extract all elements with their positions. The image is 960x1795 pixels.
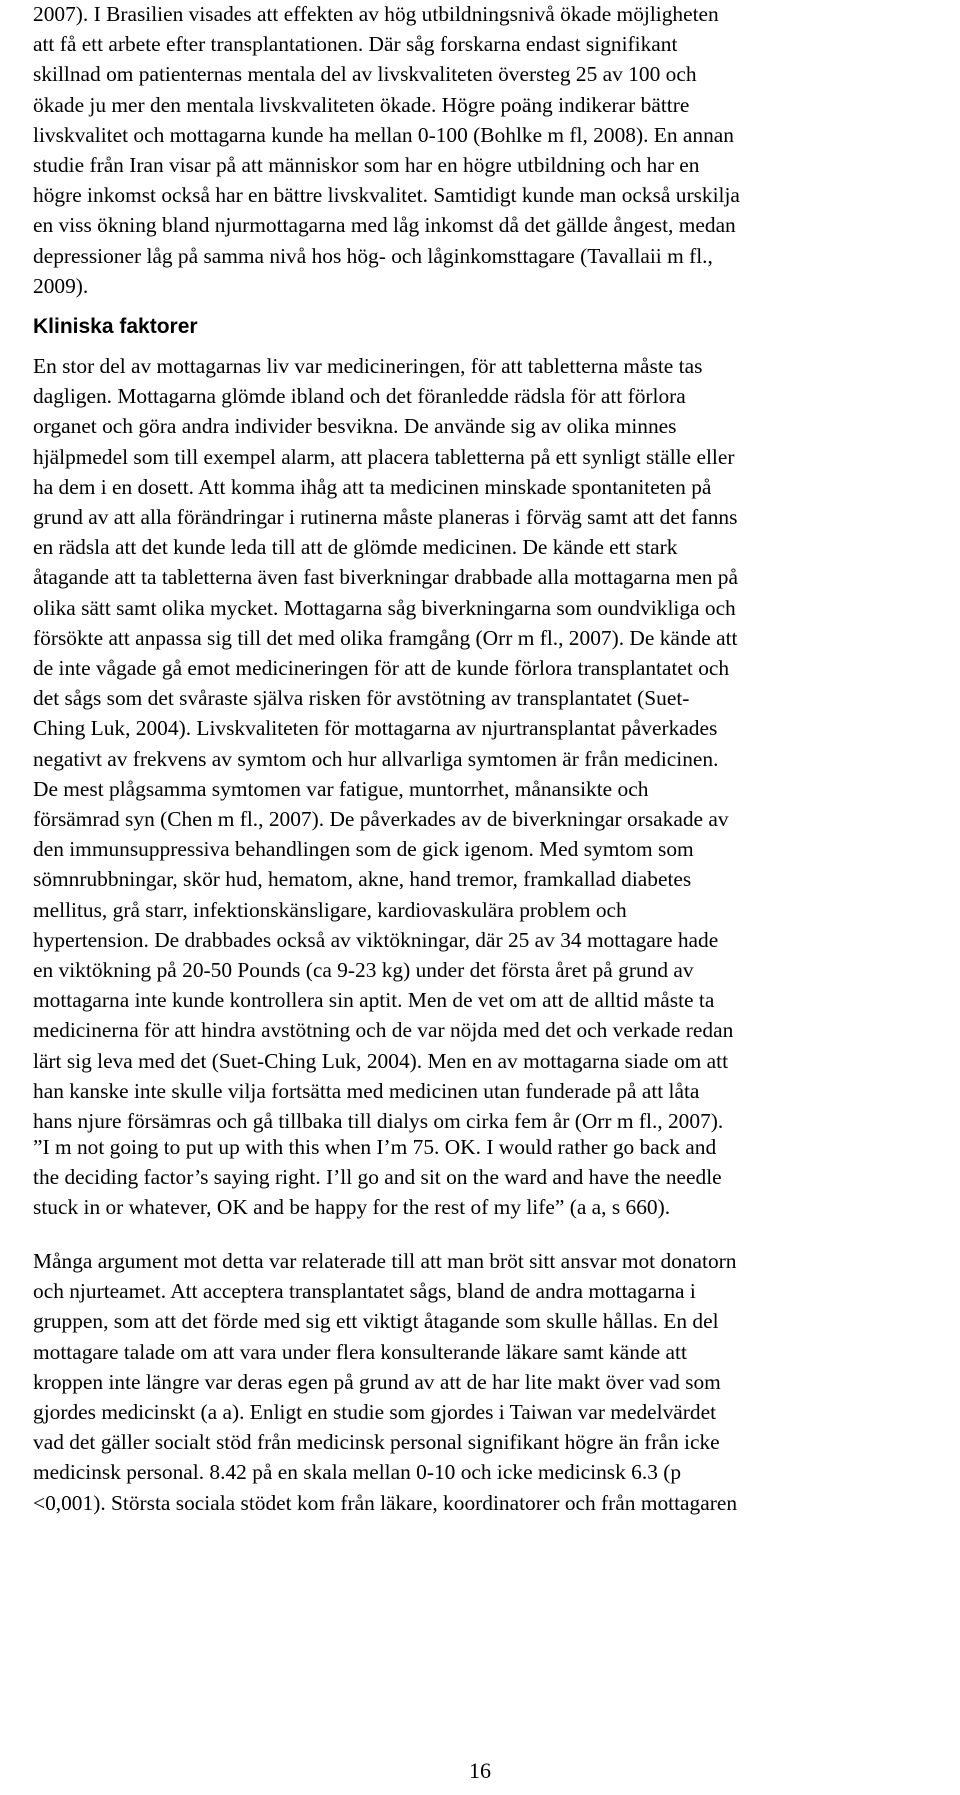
text-line: högre inkomst också har en bättre livskvalitet. Samtidigt kunde man också urskilja — [33, 183, 740, 208]
text-line: försökte att anpassa sig till det med olika framgång (Orr m fl., 2007). De kände att — [33, 625, 738, 650]
text-line: stuck in or whatever, OK and be happy for the rest of my life” (a a, s 660). — [33, 1195, 671, 1220]
text-line: ha dem i en dosett. Att komma ihåg att ta medicinen minskade spontaniteten på — [33, 474, 712, 499]
text-line: skillnad om patienternas mentala del av livskvaliteten översteg 25 av 100 och — [33, 62, 697, 87]
text-line: en viktökning på 20-50 Pounds (ca 9-23 kg) under det första året på grund av — [33, 958, 694, 983]
text-line: negativt av frekvens av symtom och hur allvarliga symtomen är från medicinen. — [33, 746, 719, 771]
text-line: lärt sig leva med det (Suet-Ching Luk, 2004). Men en av mottagarna siade om att — [33, 1048, 729, 1073]
text-line: en rädsla att det kunde leda till att de glömde medicinen. De kände ett stark — [33, 535, 678, 560]
text-line: åtagande att ta tabletterna även fast biverkningar drabbade alla mottagarna men på — [33, 565, 738, 590]
text-line: att få ett arbete efter transplantationen. Där såg forskarna endast signifikant — [33, 32, 678, 57]
text-line: gruppen, som att det förde med sig ett viktigt åtagande som skulle hållas. En del — [33, 1309, 719, 1334]
text-line: hypertension. De drabbades också av viktökningar, där 25 av 34 mottagare hade — [33, 927, 719, 952]
page-number: 16 — [469, 1758, 491, 1783]
text-line: De mest plågsamma symtomen var fatigue, muntorrhet, månansikte och — [33, 776, 649, 801]
text-line: Ching Luk, 2004). Livskvaliteten för mottagarna av njurtransplantat påverkades — [33, 716, 718, 741]
text-line: mottagarna inte kunde kontrollera sin aptit. Men de vet om att de alltid måste ta — [33, 988, 715, 1013]
text-line: och njurteamet. Att acceptera transplantatet sågs, bland de andra mottagarna i — [33, 1279, 696, 1304]
text-line: sömnrubbningar, skör hud, hematom, akne, hand tremor, framkallad diabetes — [33, 867, 692, 892]
paragraph-clinical-factors — [33, 351, 929, 1136]
text-line: vad det gäller socialt stöd från medicinsk personal signifikant högre än från icke — [33, 1430, 720, 1455]
text-line: dagligen. Mottagarna glömde ibland och det föranledde rädsla för att förlora — [33, 384, 686, 409]
text-line: olika sätt samt olika mycket. Mottagarna såg biverkningarna som oundvikliga och — [33, 595, 736, 620]
text-line: hjälpmedel som till exempel alarm, att placera tabletterna på ett synligt ställe eller — [33, 444, 735, 469]
text-line: <0,001). Största sociala stödet kom från läkare, koordinatorer och från mottagaren — [33, 1490, 738, 1515]
text-line: 2009). — [33, 273, 89, 298]
text-line: the deciding factor’s saying right. I’ll go and sit on the ward and have the needle — [33, 1165, 722, 1190]
text-line: En stor del av mottagarnas liv var medicineringen, för att tabletterna måste tas — [33, 354, 703, 378]
block-quote — [33, 1132, 929, 1223]
text-line: grund av att alla förändringar i rutinerna måste planeras i förväg samt att det fanns — [33, 505, 738, 530]
text-line: medicinsk personal. 8.42 på en skala mellan 0-10 och icke medicinsk 6.3 (p — [33, 1460, 682, 1485]
paragraph-bottom — [33, 1246, 929, 1518]
text-line: ökade ju mer den mentala livskvaliteten ökade. Högre poäng indikerar bättre — [33, 92, 690, 117]
text-line: de inte vågade gå emot medicineringen för att de kunde förlora transplantatet och — [33, 656, 730, 681]
text-line: depressioner låg på samma nivå hos hög- och låginkomsttagare (Tavallaii m fl., — [33, 243, 713, 268]
text-line: organet och göra andra individer besvikna. De använde sig av olika minnes — [33, 414, 677, 439]
section-heading: Kliniska faktorer — [33, 315, 198, 338]
text-line: gjordes medicinskt (a a). Enligt en studie som gjordes i Taiwan var medelvärdet — [33, 1400, 717, 1425]
text-line: 2007). I Brasilien visades att effekten av hög utbildningsnivå ökade möjligheten — [33, 2, 719, 26]
text-line: mottagare talade om att vara under flera konsulterande läkare samt kände att — [33, 1339, 687, 1364]
text-line: det sågs som det svåraste själva risken för avstötning av transplantatet (Suet- — [33, 686, 690, 711]
text-line: studie från Iran visar på att människor som har en högre utbildning och har en — [33, 153, 700, 178]
paragraph-top — [33, 0, 929, 301]
text-line: försämrad syn (Chen m fl., 2007). De påverkades av de biverkningar orsakade av — [33, 807, 729, 832]
text-line: mellitus, grå starr, infektionskänsligare, kardiovaskulära problem och — [33, 897, 627, 922]
text-line: medicinerna för att hindra avstötning och de var nöjda med det och verkade redan — [33, 1018, 734, 1043]
text-line: den immunsuppressiva behandlingen som de gick igenom. Med symtom som — [33, 837, 694, 862]
text-line: ”I m not going to put up with this when I’m 75. OK. I would rather go back and — [33, 1135, 717, 1159]
text-line: kroppen inte längre var deras egen på grund av att de har lite makt över vad som — [33, 1369, 721, 1394]
text-line: Många argument mot detta var relaterade till att man bröt sitt ansvar mot donatorn — [33, 1249, 737, 1273]
text-line: en viss ökning bland njurmottagarna med låg inkomst då det gällde ångest, medan — [33, 213, 736, 238]
text-line: livskvalitet och mottagarna kunde ha mellan 0-100 (Bohlke m fl, 2008). En annan — [33, 122, 734, 147]
text-line: hans njure försämras och gå tillbaka till dialys om cirka fem år (Orr m fl., 2007). — [33, 1109, 724, 1134]
text-line: han kanske inte skulle vilja fortsätta med medicinen utan funderade på att låta — [33, 1078, 700, 1103]
